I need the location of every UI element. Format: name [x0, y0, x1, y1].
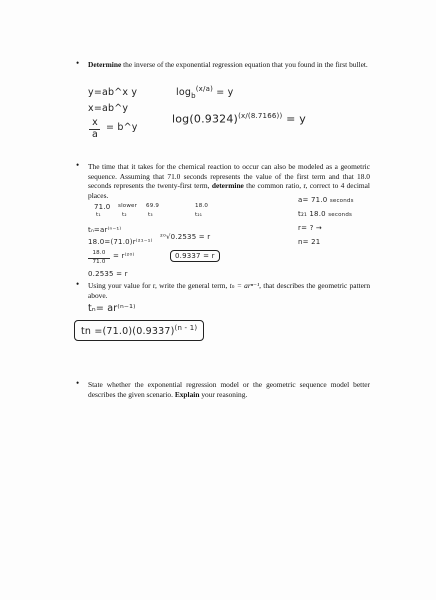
- q3-work-line-1: tₙ= ar⁽ⁿ⁻¹⁾: [88, 303, 136, 314]
- q2-given-r: r= ? →: [298, 224, 322, 232]
- question-3: Using your value for r, write the general term, tₙ = arⁿ⁻¹, that describes the geometric pattern above.: [88, 281, 371, 300]
- q1-log-line-2: $\log(0.9324)^{(x/(8.7166))} = y$: [172, 112, 306, 126]
- q1-work-frac-rhs: = b^y: [106, 122, 138, 133]
- q3-answer-box: tn $=(71.0)(0.9337)^{(n - 1)}$: [74, 320, 204, 341]
- question-2: The time that it takes for the chemical reaction to occur can also be modeled as a geometric sequence. Assuming that 71.0 seconds represents the value of the first term and that 18.0 seconds represents the twenty-first term, determine the common ratio, r, correct to 4 decimal places.: [88, 162, 370, 200]
- q2-given-n: n= 21: [298, 238, 321, 246]
- bullet-1: •: [76, 58, 80, 68]
- q2-given-t21: t₂₁ 18.0 seconds: [298, 210, 353, 218]
- q2-seq-t1: 71.0: [94, 203, 111, 211]
- q2-work-frac-num: 18.0: [92, 250, 106, 256]
- q1-work-line-1: y=ab^x y: [88, 87, 138, 98]
- q1-keyword: Determine: [88, 60, 122, 69]
- q2-root-step: ²⁰√0.2535 = r: [160, 233, 211, 241]
- q2-given-a: a= 71.0 seconds: [298, 196, 354, 204]
- q1-work-line-2: x=ab^y: [88, 103, 129, 114]
- question-1: [88, 60, 370, 70]
- question-4: State whether the exponential regression model or the geometric sequence model better describes the given scenario. Explain your reasoning.: [88, 380, 370, 399]
- q2-answer-box: 0.9337 = r: [170, 250, 220, 262]
- bullet-3: •: [76, 279, 80, 289]
- q2-work-frac-rhs: = r⁽²⁰⁾: [113, 252, 135, 260]
- q2-seq-t21: 18.0: [195, 203, 209, 209]
- q2-work-line-4: 0.2535 = r: [88, 270, 128, 278]
- q1-work-frac-den: a: [91, 129, 99, 140]
- q1-text: the inverse of the exponential regression equation that you found in the first bullet.: [121, 60, 368, 69]
- bullet-2: •: [76, 160, 80, 170]
- q2-seq-t2-label: t₂: [122, 212, 127, 218]
- q2-work-frac-den: 71.0: [92, 259, 106, 265]
- q2-work-line-2: 18.0=(71.0)r⁽²¹⁻¹⁾: [88, 238, 153, 246]
- q2-seq-t3: 69.9: [146, 203, 160, 209]
- q2-seq-t1-label: t₁: [96, 212, 101, 218]
- q2-seq-t2: slower: [118, 203, 138, 209]
- q1-work-frac-num: x: [92, 117, 98, 128]
- q2-seq-t3-label: t₃: [148, 212, 153, 218]
- q2-seq-t21-label: t₂₁: [195, 212, 203, 218]
- q2-work-line-1: tₙ=ar⁽ⁿ⁻¹⁾: [88, 226, 122, 234]
- bullet-4: •: [76, 378, 80, 388]
- q1-log-line-1: $\log_b^{(x/a)} = y$: [176, 85, 234, 101]
